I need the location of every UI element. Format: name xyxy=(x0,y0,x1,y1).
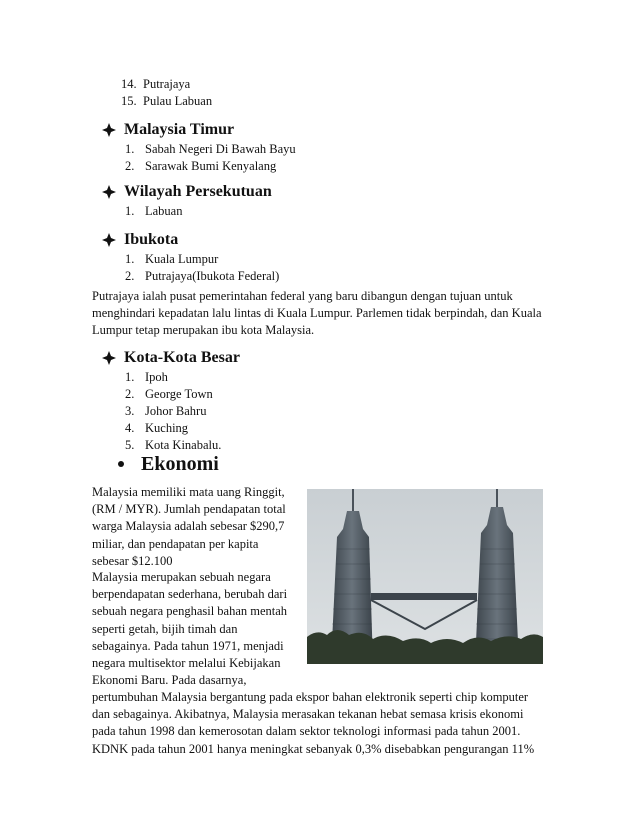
list-number: 4. xyxy=(125,421,135,435)
list-text: Johor Bahru xyxy=(145,404,207,418)
disc-bullet-icon xyxy=(118,461,124,467)
paragraph-line: sebesar $12.100 xyxy=(92,553,173,568)
paragraph-line: Lumpur tetap merupakan ibu kota Malaysia. xyxy=(92,323,315,338)
putrajaya-paragraph xyxy=(92,288,552,340)
ekonomi-paragraph-2 xyxy=(92,569,302,689)
list-item xyxy=(125,369,221,386)
paragraph-line: Putrajaya ialah pusat pemerintahan federal yang baru dibangun dengan tujuan untuk xyxy=(92,289,513,303)
paragraph-line: Malaysia merupakan sebuah negara xyxy=(92,570,271,584)
list-text: Sarawak Bumi Kenyalang xyxy=(145,159,277,173)
paragraph-line: warga Malaysia adalah sebesar $290,7 xyxy=(92,519,285,534)
diamond-bullet-icon xyxy=(102,351,116,365)
list-text: Kota Kinabalu. xyxy=(145,438,222,452)
paragraph-line: Malaysia memiliki mata uang Ringgit, xyxy=(92,485,285,499)
list-text: Putrajaya xyxy=(143,77,191,91)
list-text: George Town xyxy=(145,387,213,401)
list-number: 5. xyxy=(125,438,135,452)
list-item xyxy=(125,268,279,285)
list-text: Pulau Labuan xyxy=(143,94,213,108)
list-item xyxy=(125,158,296,175)
list-ibukota xyxy=(125,251,279,285)
list-item xyxy=(121,93,212,110)
ekonomi-paragraph-2-continued xyxy=(92,689,552,758)
list-number: 1. xyxy=(125,142,135,156)
list-text: Sabah Negeri Di Bawah Bayu xyxy=(145,142,296,156)
paragraph-line: sebuah negara penghasil bahan mentah xyxy=(92,604,288,619)
list-text: Ipoh xyxy=(145,370,168,384)
ekonomi-paragraph-1 xyxy=(92,484,302,570)
paragraph-line: miliar, dan pendapatan per kapita xyxy=(92,536,259,551)
list-number: 14. xyxy=(121,77,137,91)
paragraph-line: pertumbuhan Malaysia bergantung pada ekspor bahan elektronik seperti chip komputer xyxy=(92,690,529,704)
paragraph-line: negara multisektor melalui Kebijakan xyxy=(92,656,281,671)
list-malaysia-timur xyxy=(125,141,296,175)
paragraph-line: dan sebagainya. Akibatnya, Malaysia merasakan tekanan hebat semasa krisis ekonomi xyxy=(92,707,524,722)
paragraph-line: (RM / MYR). Jumlah pendapatan total xyxy=(92,502,286,517)
list-kota-kota-besar xyxy=(125,369,221,454)
heading-text: Ekonomi xyxy=(141,453,219,475)
diamond-bullet-icon xyxy=(102,185,116,199)
list-text: Putrajaya(Ibukota Federal) xyxy=(145,269,280,283)
petronas-towers-photo xyxy=(307,489,543,664)
heading-text: Ibukota xyxy=(124,231,179,248)
paragraph-line: Ekonomi Baru. Pada dasarnya, xyxy=(92,673,247,688)
list-item xyxy=(125,251,279,268)
list-number: 2. xyxy=(125,159,135,173)
heading-ibukota xyxy=(102,230,178,250)
paragraph-line: pada tahun 1998 dan kemerosotan dalam sektor teknologi informasi pada tahun 2001. xyxy=(92,724,521,739)
list-text: Labuan xyxy=(145,204,183,218)
paragraph-line: seperti getah, bijih timah dan xyxy=(92,621,238,636)
list-item xyxy=(125,141,296,158)
paragraph-line: KDNK pada tahun 2001 hanya meningkat sebanyak 0,3% disebabkan pengurangan 11% xyxy=(92,741,535,756)
list-item xyxy=(125,403,221,420)
petronas-towers-illustration xyxy=(307,489,543,664)
heading-text: Kota-Kota Besar xyxy=(124,349,240,366)
list-item xyxy=(125,203,182,220)
heading-kota-kota-besar xyxy=(102,348,240,368)
list-item xyxy=(125,386,221,403)
heading-text: Wilayah Persekutuan xyxy=(124,183,272,200)
paragraph-line: sebagainya. Pada tahun 1971, menjadi xyxy=(92,638,284,653)
heading-ekonomi xyxy=(118,452,219,476)
list-item xyxy=(121,76,212,93)
list-number: 1. xyxy=(125,370,135,384)
list-wilayah-persekutuan xyxy=(125,203,182,220)
list-number: 3. xyxy=(125,404,135,418)
list-number: 2. xyxy=(125,269,135,283)
list-number: 2. xyxy=(125,387,135,401)
diamond-bullet-icon xyxy=(102,233,116,247)
list-number: 15. xyxy=(121,94,137,108)
list-number: 1. xyxy=(125,252,135,266)
list-item xyxy=(125,420,221,437)
heading-malaysia-timur xyxy=(102,120,234,140)
paragraph-line: berpendapatan sederhana, berubah dari xyxy=(92,587,288,602)
heading-text: Malaysia Timur xyxy=(124,121,235,138)
heading-wilayah-persekutuan xyxy=(102,182,272,202)
region-list-continued xyxy=(121,76,212,110)
paragraph-line: menghindari kepadatan lalu lintas di Kuala Lumpur. Parlemen tidak berpindah, dan Kuala xyxy=(92,306,542,321)
list-text: Kuching xyxy=(145,421,189,435)
list-number: 1. xyxy=(125,204,135,218)
list-text: Kuala Lumpur xyxy=(145,252,219,266)
diamond-bullet-icon xyxy=(102,123,116,137)
